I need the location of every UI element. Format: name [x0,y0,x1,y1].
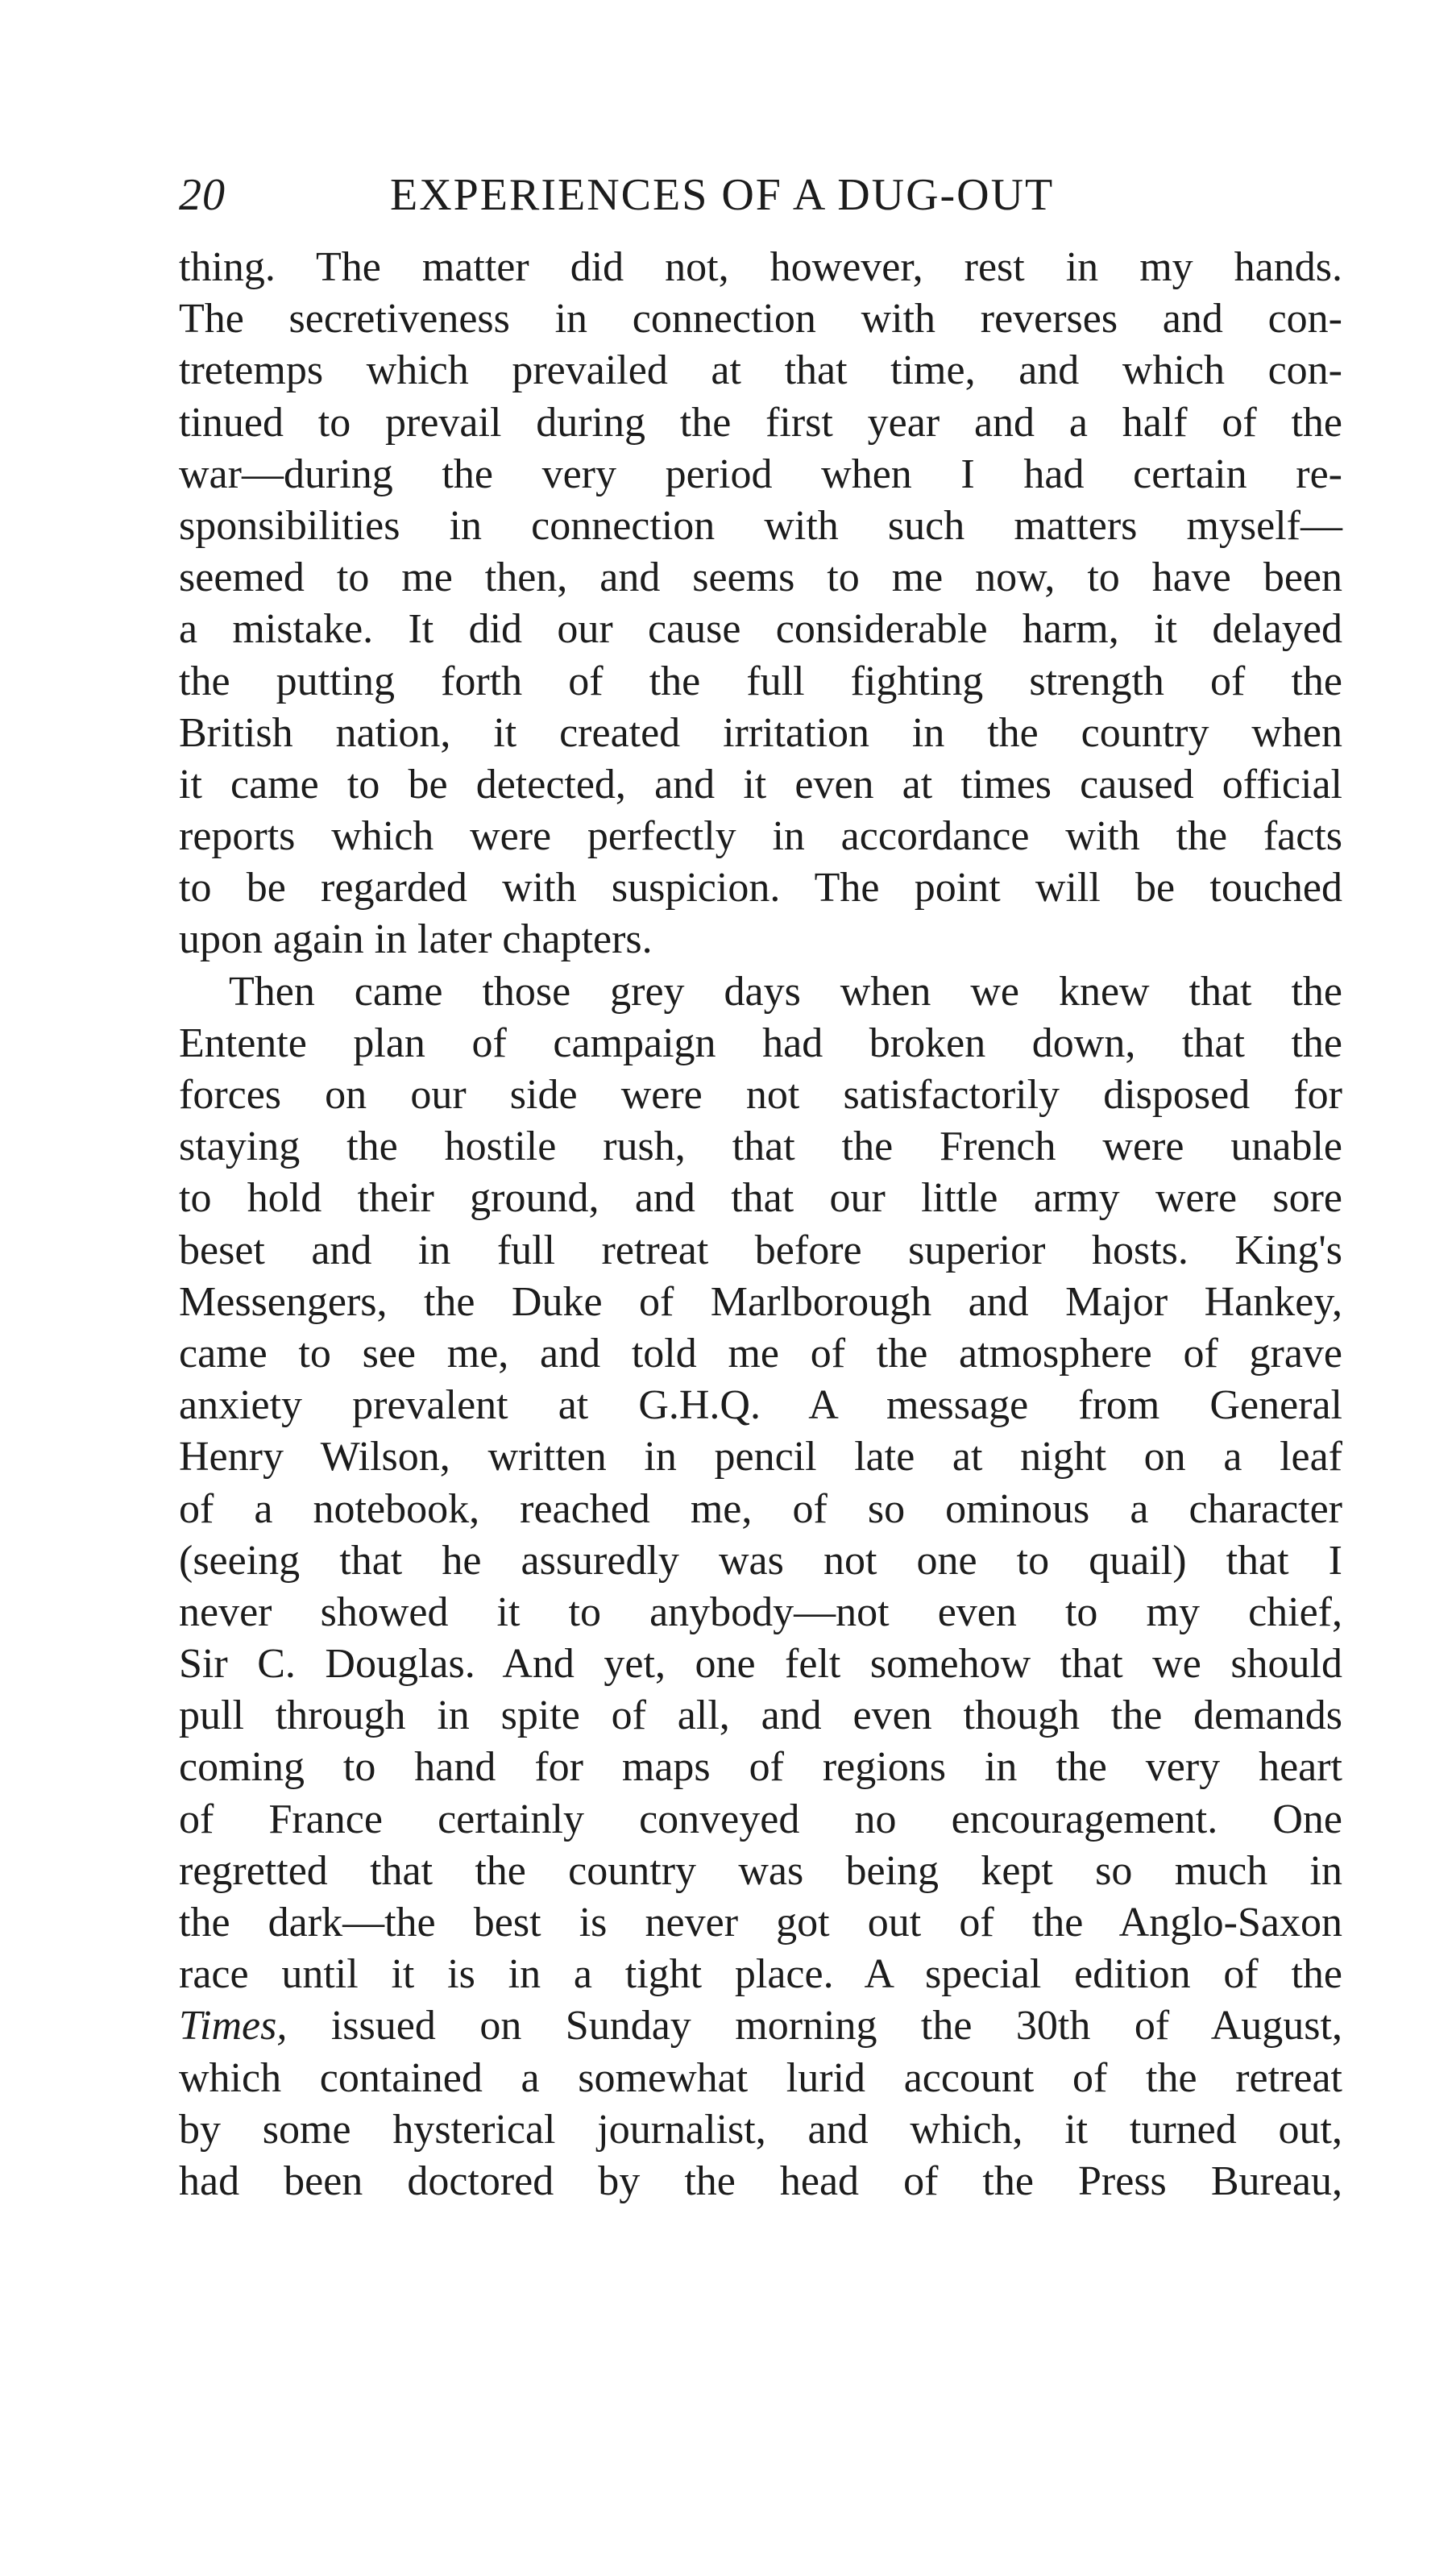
running-title: EXPERIENCES OF A DUG-OUT [390,170,1055,220]
text-line: staying the hostile rush, that the French were unable [179,1123,1342,1170]
text-line: of France certainly conveyed no encouragement. One [179,1796,1342,1842]
text-line: war—during the very period when I had certain re- [179,451,1342,497]
text-line: sponsibilities in connection with such matters myself— [179,502,1342,549]
text-line: which contained a somewhat lurid account of the retreat [179,2054,1342,2101]
text-line: Sir C. Douglas. And yet, one felt somehow that we should [179,1641,1342,1688]
text-line: Messengers, the Duke of Marlborough and Major Hankey, [179,1278,1342,1325]
text-line-rest: issued on Sunday morning the 30th of August, [287,2003,1342,2049]
paragraph-last-line: upon again in later chapters. [179,916,653,963]
text-line: coming to hand for maps of regions in the very heart [179,1744,1342,1791]
text-line: race until it is in a tight place. A special edition of the [179,1951,1342,1998]
text-line: pull through in spite of all, and even though the demands [179,1692,1342,1739]
text-line: by some hysterical journalist, and which, it turned out, [179,2106,1342,2153]
paragraph-first-line: Then came those grey days when we knew that the [229,968,1342,1015]
page-number: 20 [179,170,226,220]
text-line: tretemps which prevailed at that time, and which con- [179,347,1342,394]
text-line: came to see me, and told me of the atmosphere of grave [179,1330,1342,1377]
text-line: Henry Wilson, written in pencil late at night on a leaf [179,1434,1342,1480]
text-line: forces on our side were not satisfactorily disposed for [179,1072,1342,1118]
text-line: anxiety prevalent at G.H.Q. A message from General [179,1382,1342,1429]
text-line: it came to be detected, and it even at times caused official [179,761,1342,808]
text-line: the putting forth of the full fighting strength of the [179,658,1342,704]
text-line: (seeing that he assuredly was not one to quail) that I [179,1537,1342,1584]
text-line: to be regarded with suspicion. The point will be touched [179,865,1342,912]
text-line: Entente plan of campaign had broken down, that the [179,1020,1342,1066]
text-line: seemed to me then, and seems to me now, to have been [179,554,1342,601]
italic-newspaper-title: Times, [179,2003,288,2049]
text-line: tinued to prevail during the first year and a half of the [179,399,1342,446]
text-line-with-italic [179,2000,1342,2052]
text-line: beset and in full retreat before superior hosts. King's [179,1227,1342,1273]
text-line: of a notebook, reached me, of so ominous a character [179,1485,1342,1532]
body-text [179,242,1342,2207]
text-line: had been doctored by the head of the Press Bureau, [179,2157,1342,2204]
text-line: British nation, it created irritation in the country when [179,709,1342,756]
text-line: regretted that the country was being kept so much in [179,1847,1342,1894]
running-head [179,163,1342,227]
text-line: reports which were perfectly in accordance with the facts [179,813,1342,860]
text-line: thing. The matter did not, however, rest in my hands. [179,244,1342,290]
text-line: a mistake. It did our cause considerable harm, it delayed [179,606,1342,653]
text-line: to hold their ground, and that our little army were sore [179,1175,1342,1222]
text-line: The secretiveness in connection with reverses and con- [179,296,1342,343]
text-line: the dark—the best is never got out of the Anglo-Saxon [179,1900,1342,1946]
text-line: never showed it to anybody—not even to my chief, [179,1588,1342,1635]
